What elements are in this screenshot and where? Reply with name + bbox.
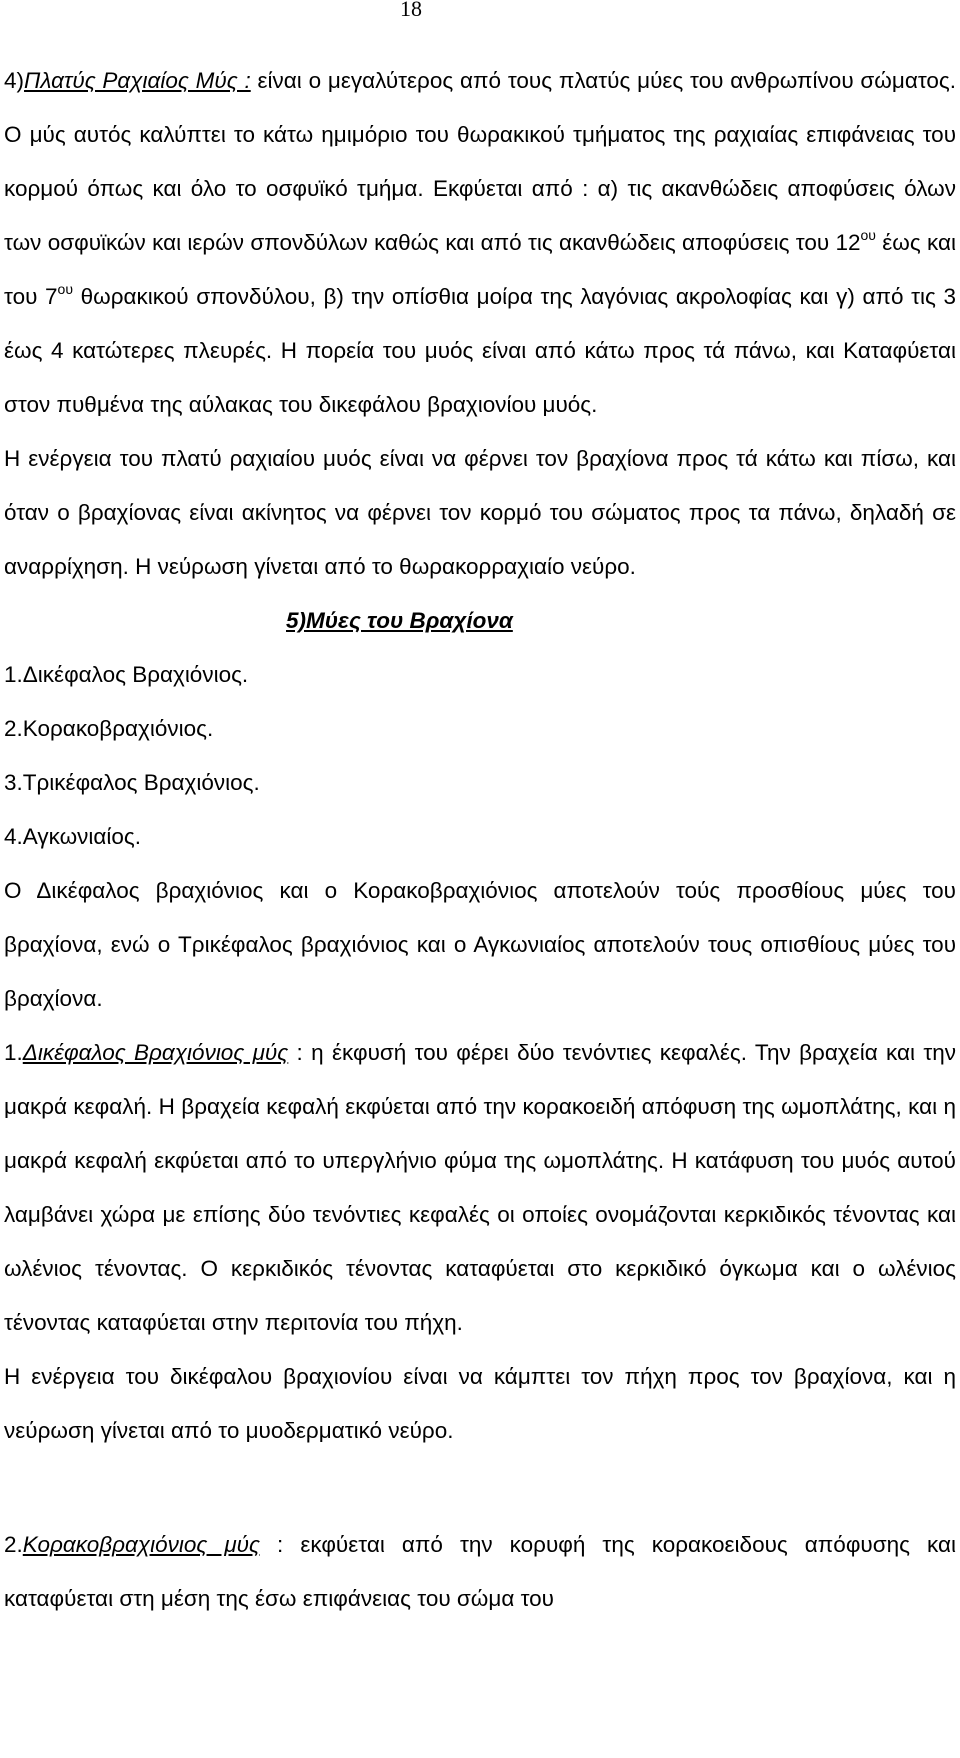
arm-list-item-1: 1.Δικέφαλος Βραχιόνιος. — [4, 662, 249, 687]
arm-intro-paragraph: Ο Δικέφαλος βραχιόνιος και ο Κορακοβραχιόνιος αποτελούν τούς προσθίους μύες του βραχίονα, ενώ ο Τρικέφαλος βραχιόνιος και ο Αγκωνιαίος αποτελούν τους οπισθίους μύες του βραχίονα. — [4, 878, 956, 1011]
biceps-number: 1. — [4, 1040, 23, 1065]
latissimus-number: 4) — [4, 68, 25, 93]
arm-list-item-2: 2.Κορακοβραχιόνιος. — [4, 716, 214, 741]
coracobrachialis-text: : εκφύεται από την κορυφή της κορακοειδους απόφυσης και καταφύεται στη μέση της έσω επιφάνειας του σώμα του — [4, 1532, 956, 1611]
biceps-title: Δικέφαλος Βραχιόνιος μύς — [22, 1040, 289, 1065]
coracobrachialis-number: 2. — [4, 1532, 23, 1557]
coracobrachialis-paragraph — [4, 1518, 956, 1626]
arm-list-item-3: 3.Τρικέφαλος Βραχιόνιος. — [4, 770, 260, 795]
coracobrachialis-title: Κορακοβραχιόνιος μύς — [22, 1532, 260, 1557]
latissimus-text-1: είναι ο μεγαλύτερος από τους πλατύς μύες του ανθρωπίνου σώματος. Ο μύς αυτός καλύπτει το κάτω ημιμόριο του θωρακικού τμήματος της ραχιαίας επιφάνειας του κορμού όπως και όλο το οσφυϊκό τμήμα. Εκφύεται από : α) τις ακανθώδεις αποφύσεις όλων των οσφυϊκών και ιερών σπονδύλων καθώς και από τις ακανθώδεις αποφύσεις του 12 — [4, 68, 957, 255]
latissimus-function: Η ενέργεια του πλατύ ραχιαίου μυός είναι να φέρνει τον βραχίονα προς τά κάτω και πίσω, και όταν ο βραχίονας είναι ακίνητος να φέρνει τον κορμό του σώματος προς τα πάνω, δηλαδή σε αναρρίχηση. Η νεύρωση γίνεται από το θωρακορραχιαίο νεύρο. — [4, 446, 956, 579]
latissimus-text-2: έως και του 7 — [4, 230, 956, 309]
biceps-text: : η έκφυσή του φέρει δύο τενόντιες κεφαλές. Την βραχεία και την μακρά κεφαλή. Η βραχεία κεφαλή εκφύεται από την κορακοειδή απόφυση της ωμοπλάτης, και η μακρά κεφαλή εκφύεται από το υπεργλήνιο φύμα της ωμοπλάτης. Η κατάφυση του μυός αυτού λαμβάνει χώρα με επίσης δύο τενόντιες κεφαλές οι οποίες ονομάζονται κερκιδικός τένοντας και ωλένιος τένοντας. Ο κερκιδικός τένοντας καταφύεται στο κερκιδικό όγκωμα και ο ωλένιος τένοντας καταφύεται στην περιτονία του πήχη. — [4, 1040, 956, 1335]
latissimus-paragraph — [4, 54, 956, 432]
body-text — [4, 54, 956, 1626]
arm-list-item-4: 4.Αγκωνιαίος. — [4, 824, 142, 849]
latissimus-text-3: θωρακικού σπονδύλου, β) την οπίσθια μοίρα της λαγόνιας ακρολοφίας και γ) από τις 3 έως 4 κατώτερες πλευρές. Η πορεία του μυός είναι από κάτω προς τά πάνω, και Καταφύεται στον πυθμένα της αύλακας του δικεφάλου βραχιονίου μυός. — [4, 284, 956, 417]
superscript-1: ου — [860, 227, 876, 243]
biceps-function: Η ενέργεια του δικέφαλου βραχιονίου είναι να κάμπτει τον πήχη προς τον βραχίονα, και η νεύρωση γίνεται από το μυοδερματικό νεύρο. — [4, 1364, 956, 1443]
page-number: 18 — [400, 0, 422, 21]
blank-gap — [4, 1458, 956, 1518]
latissimus-title: Πλατύς Ραχιαίος Μύς : — [24, 68, 251, 93]
superscript-2: ου — [57, 281, 73, 297]
biceps-paragraph — [4, 1026, 956, 1350]
arm-muscles-heading: 5)Μύες του Βραχίονα — [286, 608, 513, 633]
